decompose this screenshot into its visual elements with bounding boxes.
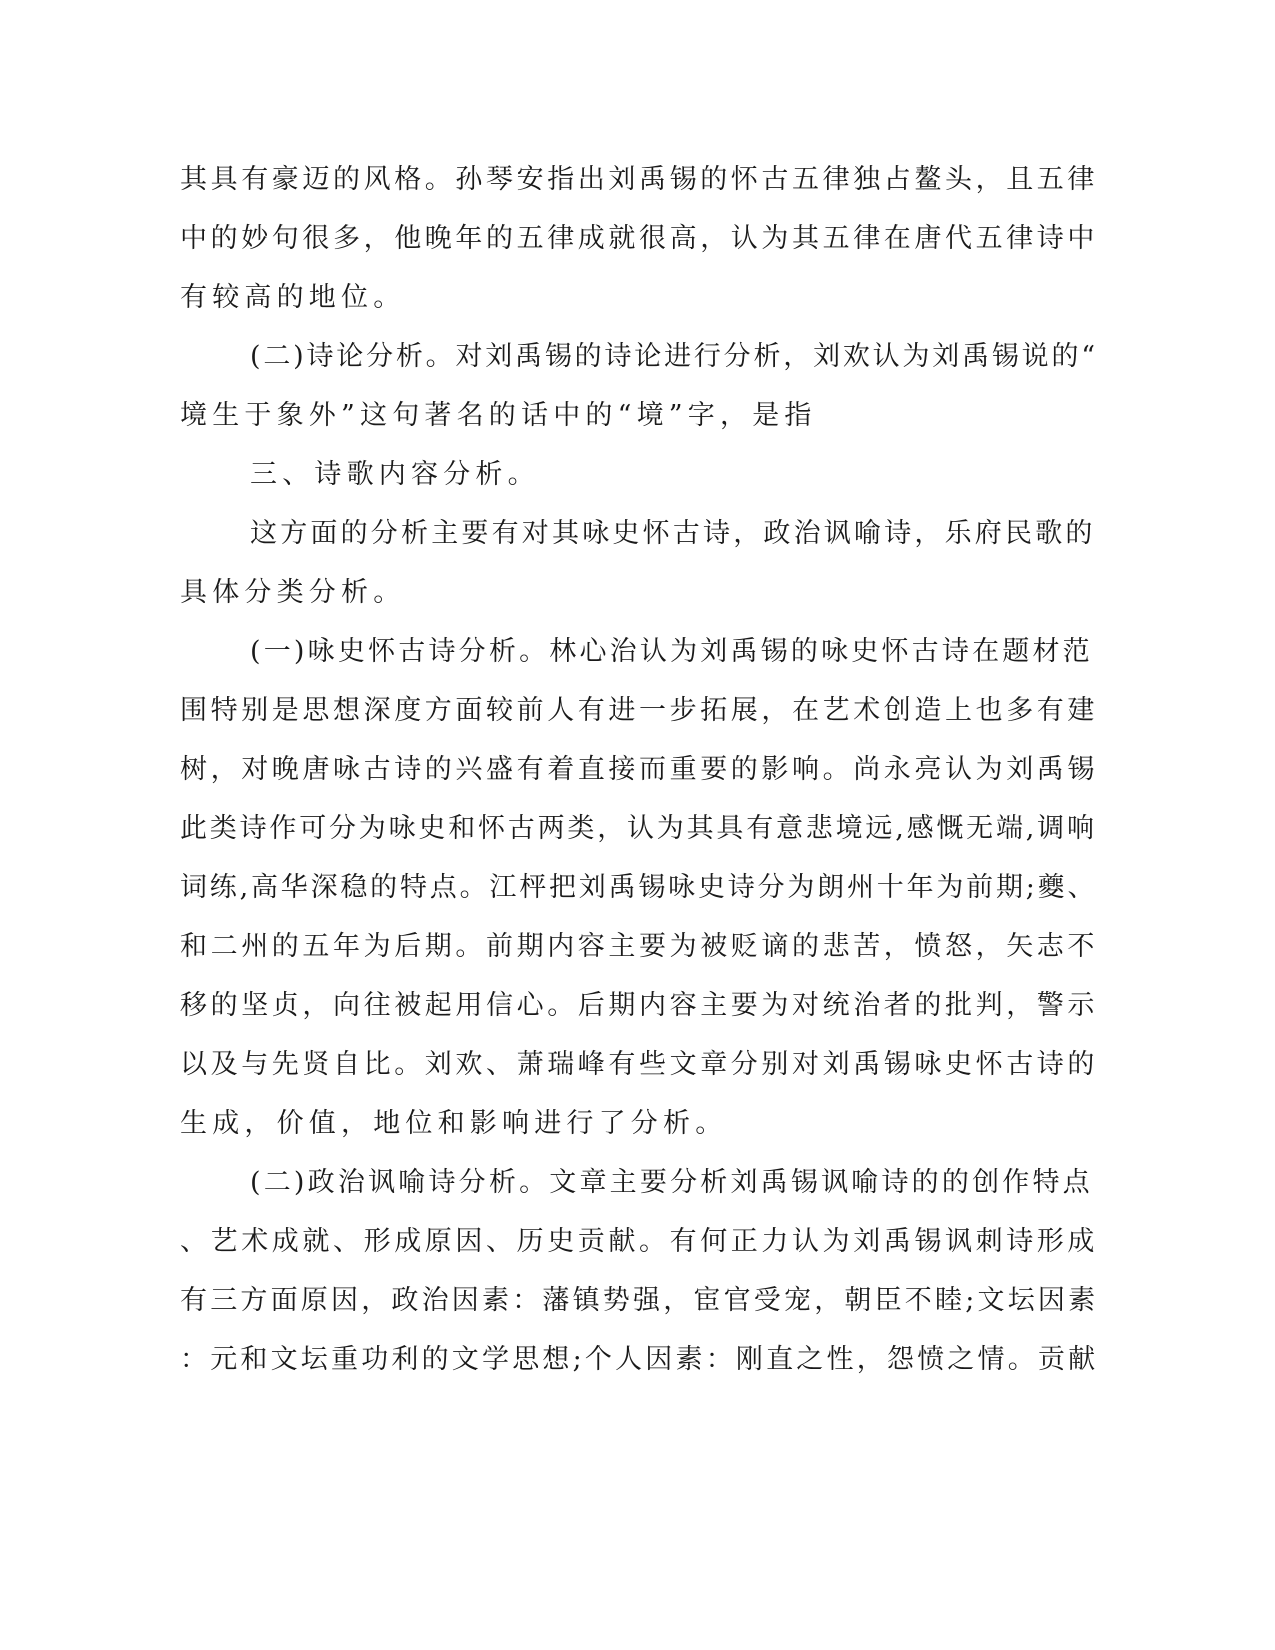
text-line: 中的妙句很多，他晚年的五律成就很高，认为其五律在唐代五律诗中 <box>180 223 1098 254</box>
section-heading: 三、诗歌内容分析。 <box>250 459 540 490</box>
text-line: (二)政治讽喻诗分析。文章主要分析刘禹锡讽喻诗的的创作特点 <box>250 1167 1093 1198</box>
text-line: 此类诗作可分为咏史和怀古两类，认为其具有意悲境远,感慨无端,调响 <box>180 813 1097 844</box>
text-line: 有三方面原因，政治因素：藩镇势强，宦官受宠，朝臣不睦;文坛因素 <box>180 1285 1099 1316</box>
text-line: 有较高的地位。 <box>180 282 406 313</box>
text-line: 移的坚贞，向往被起用信心。后期内容主要为对统治者的批判，警示 <box>180 990 1098 1021</box>
text-line: 具体分类分析。 <box>180 577 406 608</box>
text-line: 境生于象外”这句著名的话中的“境”字，是指 <box>180 400 817 431</box>
text-line: 围特别是思想深度方面较前人有进一步拓展，在艺术创造上也多有建 <box>180 695 1098 726</box>
text-line: 树，对晚唐咏古诗的兴盛有着直接而重要的影响。尚永亮认为刘禹锡 <box>180 754 1098 785</box>
text-line: (二)诗论分析。对刘禹锡的诗论进行分析，刘欢认为刘禹锡说的“ <box>250 341 1098 372</box>
text-line: 、艺术成就、形成原因、历史贡献。有何正力认为刘禹锡讽刺诗形成 <box>180 1226 1098 1257</box>
text-line: (一)咏史怀古诗分析。林心治认为刘禹锡的咏史怀古诗在题材范 <box>250 636 1093 667</box>
text-line: 词练,高华深稳的特点。江枰把刘禹锡咏史诗分为朗州十年为前期;夔、 <box>180 872 1098 903</box>
text-line: 这方面的分析主要有对其咏史怀古诗，政治讽喻诗，乐府民歌的 <box>250 518 1096 549</box>
text-line: 其具有豪迈的风格。孙琴安指出刘禹锡的怀古五律独占鳌头，且五律 <box>180 164 1098 195</box>
text-line: 以及与先贤自比。刘欢、萧瑞峰有些文章分别对刘禹锡咏史怀古诗的 <box>180 1049 1098 1080</box>
text-line: ：元和文坛重功利的文学思想;个人因素：刚直之性，怨愤之情。贡献 <box>180 1344 1099 1375</box>
text-line: 和二州的五年为后期。前期内容主要为被贬谪的悲苦，愤怒，矢志不 <box>180 931 1098 962</box>
text-line: 生成，价值，地位和影响进行了分析。 <box>180 1108 728 1139</box>
